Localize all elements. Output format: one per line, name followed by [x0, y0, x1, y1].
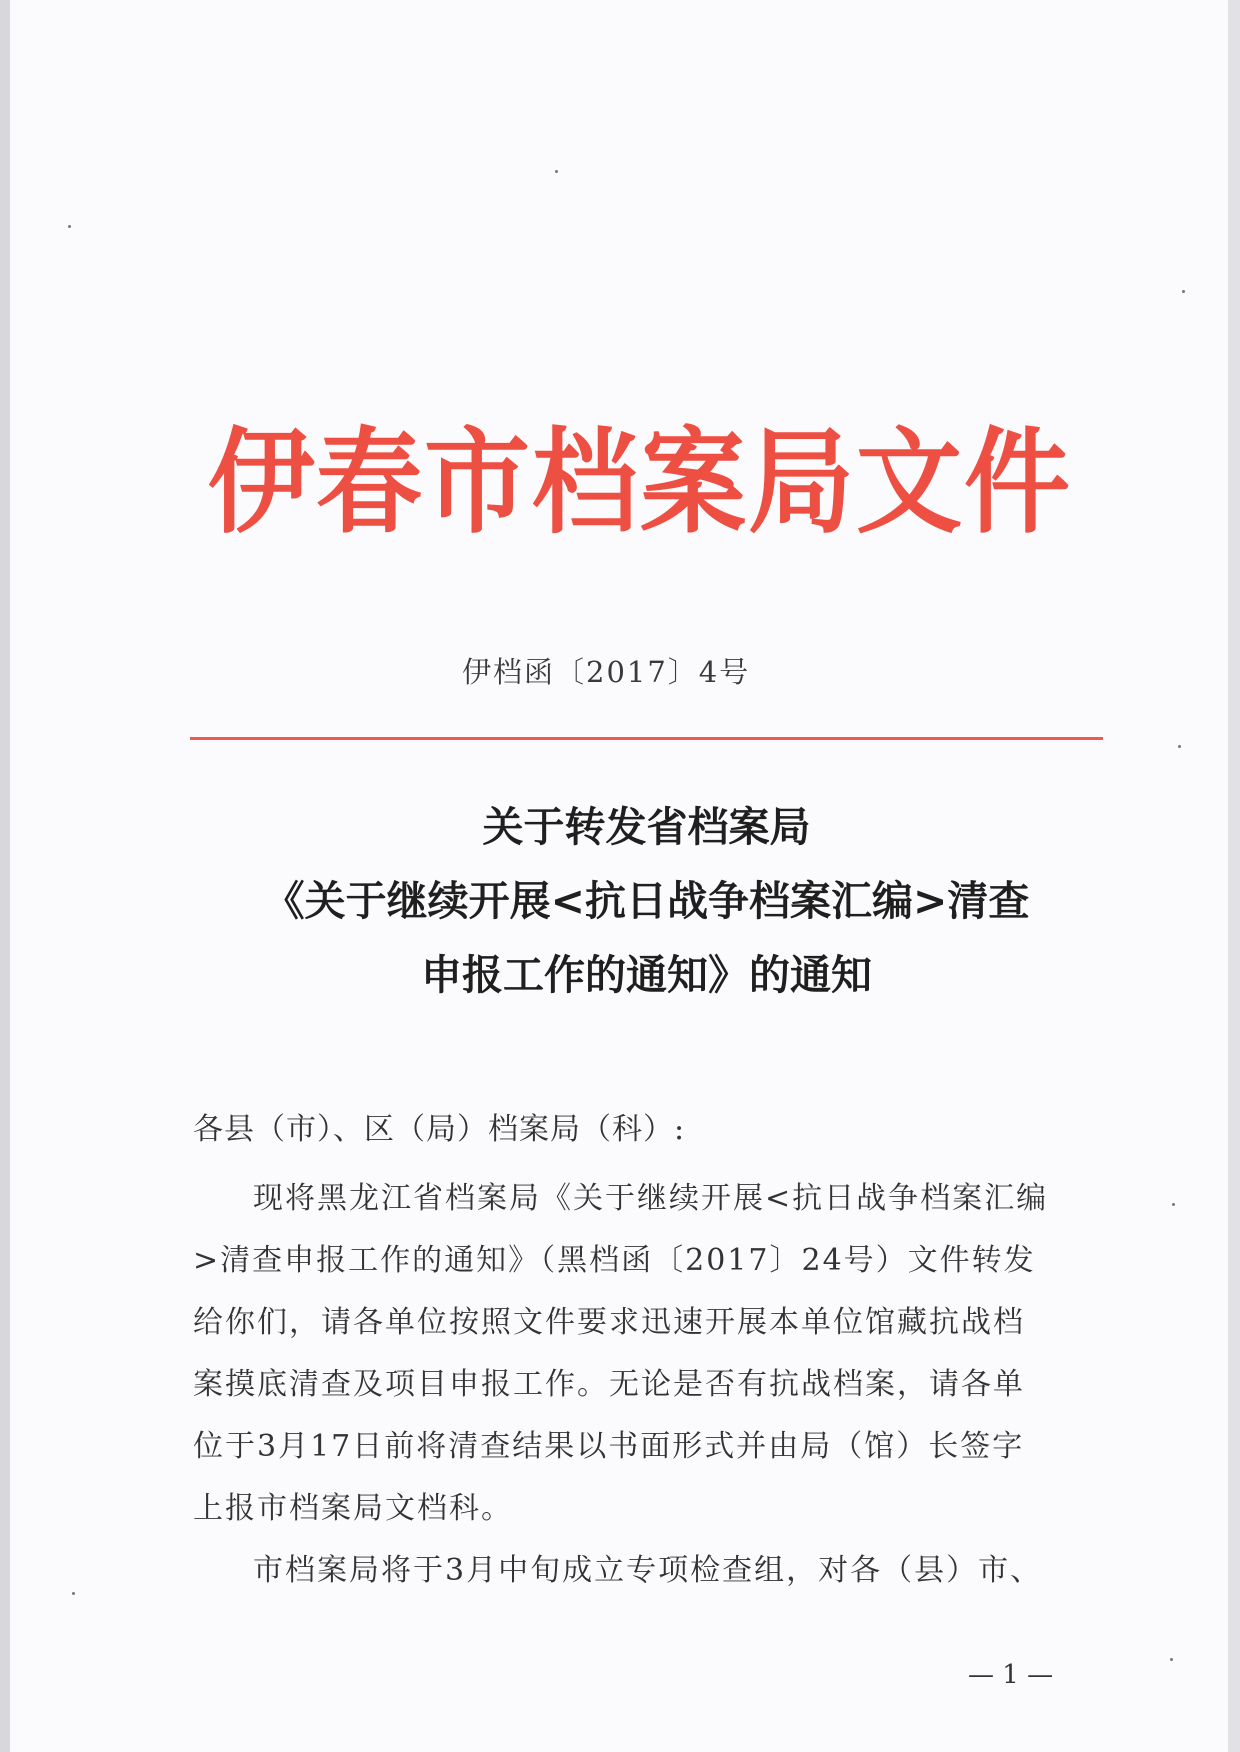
- title-line-3: 申报工作的通知》的通知: [421, 951, 872, 999]
- page-number: — 1 —: [968, 1660, 1054, 1690]
- paragraph-2: 市档案局将于3月中旬成立专项检查组，对各（县）市、: [253, 1553, 1043, 1588]
- scan-speck: [1172, 1203, 1175, 1206]
- paragraph-1: 现将黑龙江省档案局《关于继续开展<抗日战争档案汇编>清查申报工作的通知》（黑档函〔2017〕24号）文件转发给你们，请各单位按照文件要求迅速开展本单位馆藏抗战档案摸底清查及项目申报工作。无论是否有抗战档案，请各单位于3月17日前将清查结果以书面形式并由局（馆）长签字上报市档案局文档科。: [193, 1181, 1049, 1526]
- document-title: [190, 790, 1103, 1012]
- scan-speck: [1170, 1658, 1173, 1661]
- red-divider-line: [190, 737, 1103, 740]
- scan-speck: [555, 170, 558, 173]
- title-line-2: 《关于继续开展<抗日战争档案汇编>清查: [263, 877, 1030, 925]
- scan-speck: [68, 225, 71, 228]
- document-number: 伊档函〔2017〕4号: [462, 655, 751, 689]
- salutation: 各县（市）、区（局）档案局（科）:: [193, 1112, 686, 1147]
- scan-speck: [72, 1592, 75, 1595]
- scan-speck: [1178, 745, 1181, 748]
- scan-speck: [1182, 290, 1185, 293]
- title-line-1: 关于转发省档案局: [482, 803, 811, 851]
- organization-title: 伊春市档案局文件: [208, 416, 1072, 549]
- body-text: [193, 1168, 1055, 1602]
